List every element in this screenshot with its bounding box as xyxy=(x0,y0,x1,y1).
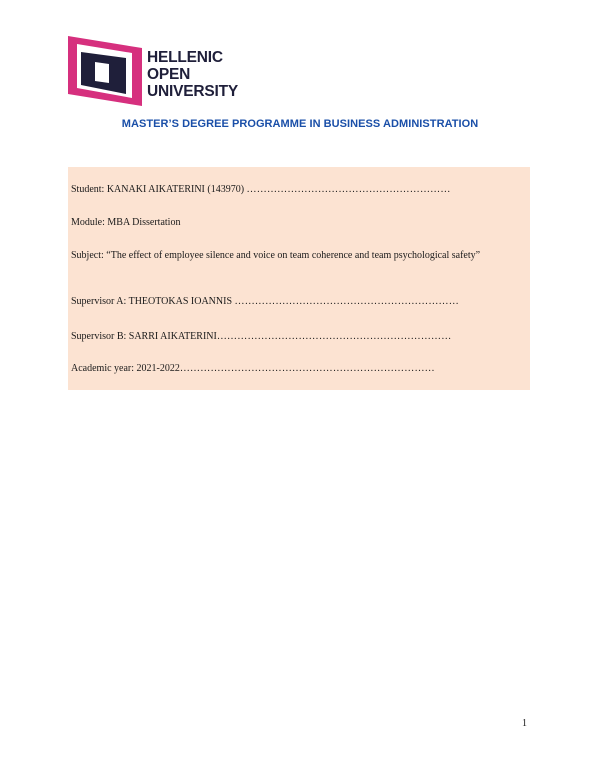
programme-title: MASTER’S DEGREE PROGRAMME IN BUSINESS ADMINISTRATION xyxy=(121,118,479,130)
module-line: Module: MBA Dissertation xyxy=(71,217,181,228)
logo-line-hellenic: HELLENIC xyxy=(147,49,223,66)
logo-line-university: UNIVERSITY xyxy=(147,83,239,100)
academic-year-line xyxy=(71,363,529,375)
dissertation-info-box xyxy=(68,167,530,390)
supervisor-b-line xyxy=(71,331,529,343)
supervisor-b-text: Supervisor B: SARRI AIKATERINI xyxy=(71,331,217,342)
page-number: 1 xyxy=(522,718,527,729)
subject-line: Subject: “The effect of employee silence and voice on team coherence and team psychological safety” xyxy=(71,250,481,261)
supervisor-a-text: Supervisor A: THEOTOKAS IOANNIS xyxy=(71,296,235,307)
logo-line-open: OPEN xyxy=(147,66,191,83)
supervisor-a-line xyxy=(71,296,529,308)
supervisor-b-dots: …………………………………………………………… xyxy=(216,331,452,342)
student-dots: …………………………………………………… xyxy=(246,184,451,195)
academic-year-text: Academic year: 2021-2022 xyxy=(71,363,180,374)
supervisor-a-dots: ………………………………………………………… xyxy=(234,296,459,307)
academic-year-dots: ………………………………………………………………… xyxy=(179,363,435,374)
logo-wordmark xyxy=(147,49,238,100)
student-line xyxy=(71,184,529,196)
student-text: Student: KANAKI AIKATERINI (143970) xyxy=(71,184,247,195)
